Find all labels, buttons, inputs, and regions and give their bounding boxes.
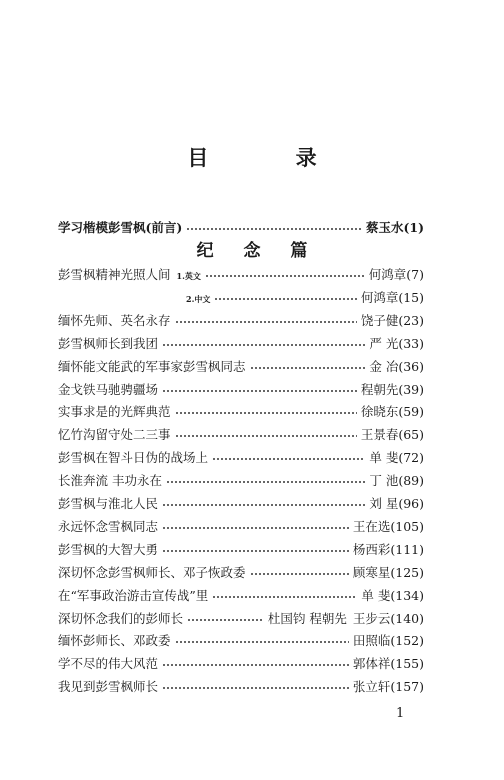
toc-entry[interactable] [58, 517, 424, 535]
toc-entry[interactable] [58, 471, 424, 489]
toc-leader-dots [162, 527, 349, 529]
page-title: 目 录 [187, 145, 357, 170]
toc-entry-author: 何鸿章(15) [360, 289, 424, 305]
toc-entry-author: 张立轩(157) [352, 679, 424, 695]
toc-leader-dots [187, 619, 264, 621]
toc-leader-dots [162, 344, 365, 346]
toc-entry-author: 单 斐(134) [361, 587, 424, 603]
toc-entry[interactable] [58, 380, 424, 398]
toc-entry-author: 王在选(105) [352, 518, 424, 534]
toc-entry[interactable] [58, 265, 424, 283]
toc-entry-title: 在“军事政治游击宣传战”里 [58, 587, 209, 603]
toc-leader-dots [214, 298, 356, 300]
toc-entry-preface[interactable] [58, 218, 424, 236]
toc-entry-author: 田照临(152) [352, 633, 424, 649]
toc-entry[interactable] [58, 334, 424, 352]
toc-entry-title: 彭雪枫与淮北人民 [58, 496, 159, 511]
toc-entry-author: 杨西彩(111) [352, 541, 424, 557]
toc-entry[interactable] [58, 631, 424, 649]
toc-leader-dots [175, 321, 357, 323]
toc-leader-dots [205, 275, 365, 277]
toc-leader-dots [212, 596, 357, 598]
toc-entry-title: 缅怀先师、英名永存 [58, 312, 171, 328]
toc-leader-dots [162, 687, 349, 689]
toc-leader-dots [162, 504, 365, 506]
toc-entry-title: 缅怀彭师长、邓政委 [58, 633, 171, 649]
toc-entry-author: 丁 池(89) [369, 473, 424, 489]
toc-entry-title: 彭雪枫师长到我团 [58, 335, 159, 351]
toc-entry-author: 程朝先(39) [360, 381, 424, 397]
toc-entry-author: 王景春(65) [360, 427, 424, 443]
toc-leader-dots [175, 641, 349, 643]
toc-leader-dots [175, 435, 357, 437]
toc-leader-dots [162, 550, 349, 552]
page-number: 1 [396, 706, 405, 721]
toc-entry[interactable] [58, 540, 424, 558]
toc-entry[interactable] [58, 654, 424, 672]
toc-leader-dots [162, 390, 357, 392]
toc-entry[interactable] [58, 288, 424, 306]
toc-leader-dots [250, 367, 366, 369]
toc-entry-title: 永远怀念雪枫同志 [58, 518, 159, 534]
toc-entry[interactable] [58, 677, 424, 695]
toc-entry-title: 金戈铁马驰骋疆场 [58, 381, 159, 397]
toc-leader-dots [162, 664, 349, 666]
toc-leader-dots [250, 573, 349, 575]
toc-leader-dots [166, 481, 365, 483]
toc-entry-author: 顾寒星(125) [352, 564, 424, 580]
toc-entry-author: 刘 星(96) [369, 496, 424, 511]
toc-entry-subtitle: 2.中文 [186, 293, 211, 304]
toc-entry-author: 严 光(33) [369, 335, 424, 351]
toc-entry[interactable] [58, 357, 424, 375]
toc-entry-title: 我见到彭雪枫师长 [58, 679, 159, 695]
toc-entry-author: 郭体祥(155) [352, 656, 424, 672]
toc-entry-title: 实事求是的光辉典范 [58, 404, 171, 420]
toc-entry-author: 蔡玉水(1) [365, 220, 424, 235]
toc-entry[interactable] [58, 448, 424, 466]
toc-entry-title: 缅怀能文能武的军事家彭雪枫同志 [58, 358, 246, 374]
toc-entry[interactable] [58, 494, 424, 512]
toc-leader-dots [175, 412, 357, 414]
toc-entry[interactable] [58, 563, 424, 581]
toc-entry-title: 彭雪枫的大智大勇 [58, 541, 159, 557]
toc-entry-author: 徐晓东(59) [360, 404, 424, 420]
toc-entry[interactable] [58, 311, 424, 329]
toc-entry-author: 何鸿章(7) [368, 267, 424, 282]
toc-entry-title: 彭雪枫在智斗日伪的战场上 [58, 450, 209, 466]
toc-entry-title: 深切怀念彭雪枫师长、邓子恢政委 [58, 564, 246, 580]
toc-entry-coauthors: 杜国钧 程朝先 [267, 610, 347, 626]
toc-entry-author: 王步云(140) [352, 610, 424, 626]
toc-entry[interactable] [58, 586, 424, 604]
toc-entry[interactable] [58, 402, 424, 420]
toc-entry-title: 深切怀念我们的彭师长 [58, 610, 184, 626]
toc-entry-author: 金 冶(36) [369, 358, 424, 374]
toc-entry-author: 饶子健(23) [360, 312, 424, 328]
toc-leader-dots [186, 228, 362, 230]
toc-entry-title: 忆竹沟留守处二三事 [58, 427, 171, 443]
toc-entry-title: 彭雪枫精神光照人间 [58, 267, 171, 282]
toc-entry-title: 长淮奔流 丰功永在 [58, 473, 162, 489]
toc-entry-subtitle: 1.英文 [176, 271, 201, 281]
toc-leader-dots [212, 458, 365, 460]
toc-entry[interactable] [58, 425, 424, 443]
toc-entry-title: 学习楷模彭雪枫(前言) [58, 220, 183, 235]
toc-entry-title: 学不尽的伟大风范 [58, 656, 159, 672]
toc-entry-author: 单 斐(72) [369, 450, 424, 466]
section-title: 纪 念 篇 [196, 241, 320, 261]
toc-entry[interactable] [58, 609, 424, 627]
